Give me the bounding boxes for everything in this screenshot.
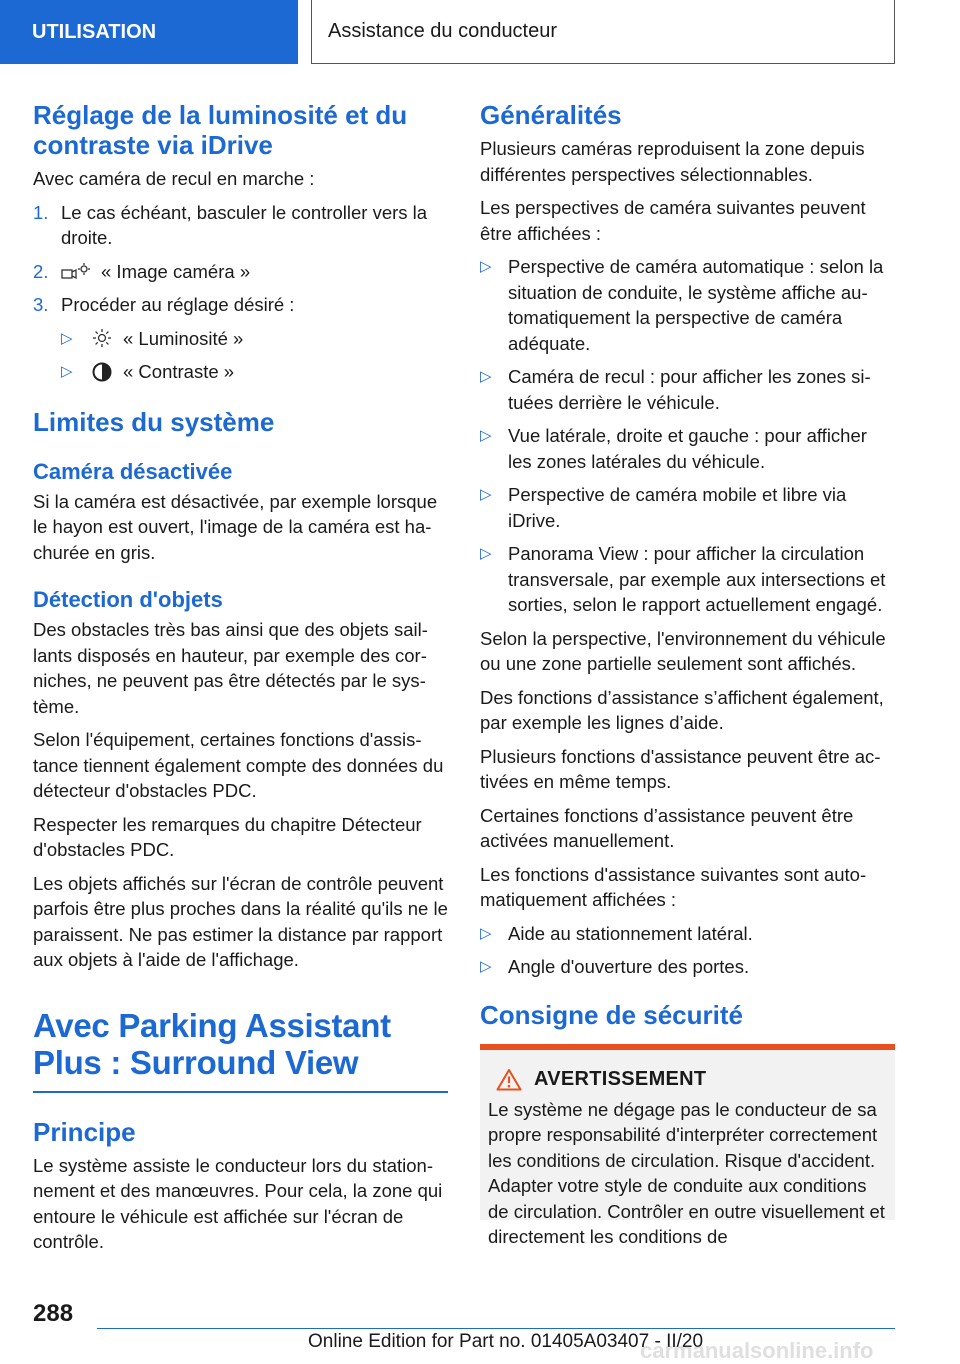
list-item: ▷ Aide au stationnement latéral. [480,921,895,947]
warning-text: Le système ne dégage pas le conducteur de sa propre responsabilité d'interpréter correctement les conditions de circulation. Risque d'accident. Adapter votre style de conduite aux conditions de circulation. Contrôler en outre visuellement et directement les conditions de [488,1098,885,1247]
warning-label: AVERTISSEMENT [534,1067,707,1090]
intro-text: Avec caméra de recul en marche : [33,168,315,189]
sub-item-contrast [61,359,448,385]
warning-title [488,1068,887,1091]
bullet-icon: ▷ [61,363,73,380]
bullet-icon: ▷ [480,958,492,975]
step-3 [33,292,448,318]
list-item: ▷ Caméra de recul : pour afficher les zones situées derrière le véhicule. [480,364,895,415]
body-para: Des fonctions d’assistance s’affichent également, par exemple les lignes d’aide. [480,686,884,733]
bullet-icon: ▷ [480,486,492,503]
sub-item-text: « Luminosité » [123,327,244,349]
heading-system-limits: Limites du système [33,406,275,437]
step-1 [33,200,448,251]
object-detection-para: Les objets affichés sur l'écran de contrôle peuvent parfois être plus proches dans la réalité qu'ils ne le paraissent. Ne pas estimer la distance par rapport aux objets à l'aide de l'affichage. [33,872,448,970]
warning-box [480,1044,895,1247]
general-para: Plusieurs caméras reproduisent la zone depuis différentes perspectives sélectionnables. [480,138,865,185]
bullet-icon: ▷ [61,329,73,347]
step-number: 2. [33,260,49,282]
list-item: ▷ Vue latérale, droite et gauche : pour afficher les zones latérales du véhicule. [480,423,895,474]
bullet-icon: ▷ [480,368,492,385]
heading-safety: Consigne de sécurité [480,999,743,1030]
left-column [33,100,448,1263]
principle-text: Le système assiste le conducteur lors du stationnement et des manœuvres. Pour cela, la zone qui entoure le véhicule est affichée sur l'écran de contrôle. [33,1154,443,1252]
step-number: 3. [33,294,49,315]
heading-principle: Principe [33,1116,136,1147]
chapter-title: Assistance du conducteur [311,0,895,64]
heading-rule [33,1091,448,1093]
contrast-icon [91,361,113,383]
body-para: Plusieurs fonctions d'assistance peuvent être activées en même temps. [480,745,881,792]
step-text: Procéder au réglage désiré : [61,294,295,315]
step-2 [33,259,448,285]
body-para: Selon la perspective, l'environnement du véhicule ou une zone partielle seulement sont affichés. [480,627,886,674]
heading-general: Généralités [480,100,622,130]
list-item: ▷ Angle d'ouverture des portes. [480,954,895,980]
sub-item-text: « Contraste » [123,361,235,382]
right-column [480,100,895,1247]
footer-rule [97,1328,895,1329]
step-text: « Image caméra » [101,260,251,282]
sub-item-brightness [61,326,448,352]
step-text: Le cas échéant, basculer le controller vers la droite. [61,201,428,248]
section-tab: UTILISATION [0,0,298,64]
bullet-icon: ▷ [480,545,492,562]
list-item: ▷ Perspective de caméra automatique : selon la situation de conduite, le système affiche automatiquement la perspective de caméra adéquate. [480,254,895,356]
body-para: Les fonctions d'assistance suivantes sont automatiquement affichées : [480,863,867,910]
bullet-icon: ▷ [480,427,492,444]
general-para: Les perspectives de caméra suivantes peuvent être affichées : [480,197,866,244]
list-item: ▷ Perspective de caméra mobile et libre via iDrive. [480,482,895,533]
bullet-icon: ▷ [480,258,492,275]
object-detection-para: Selon l'équipement, certaines fonctions d'assistance tiennent également compte des données du détecteur d'obstacles PDC. [33,729,444,801]
camera-settings-icon [61,262,91,284]
page-number: 288 [33,1300,74,1327]
watermark: carmanualsonline.info [640,1338,874,1363]
bullet-icon: ▷ [480,924,492,942]
heading-object-detection: Détection d'objets [33,587,223,612]
sun-icon [91,327,113,349]
step-number: 1. [33,201,49,223]
list-item: ▷ Panorama View : pour afficher la circulation transversale, par exemple aux intersections et sorties, selon le rapport actuellement engagé. [480,541,895,618]
camera-disabled-text: Si la caméra est désactivée, par exemple lorsque le hayon est ouvert, l'image de la caméra est hachurée en gris. [33,490,438,563]
heading-brightness-contrast: Réglage de la luminosité et du contraste via iDrive [33,100,408,160]
warning-triangle-icon [496,1068,522,1091]
heading-surround-view: Avec Parking Assistant Plus : Surround View [33,1006,391,1081]
body-para: Certaines fonctions d’assistance peuvent être activées manuellement. [480,804,854,851]
object-detection-para: Respecter les remarques du chapitre Détecteur d'obstacles PDC. [33,813,422,860]
edition-text: Online Edition for Part no. 01405A03407 - II/20 [308,1331,704,1352]
object-detection-para: Des obstacles très bas ainsi que des objets saillants disposés en hauteur, par exemple des corniches, ne peuvent pas être détectés par le système. [33,619,428,717]
heading-camera-disabled: Caméra désactivée [33,458,233,484]
